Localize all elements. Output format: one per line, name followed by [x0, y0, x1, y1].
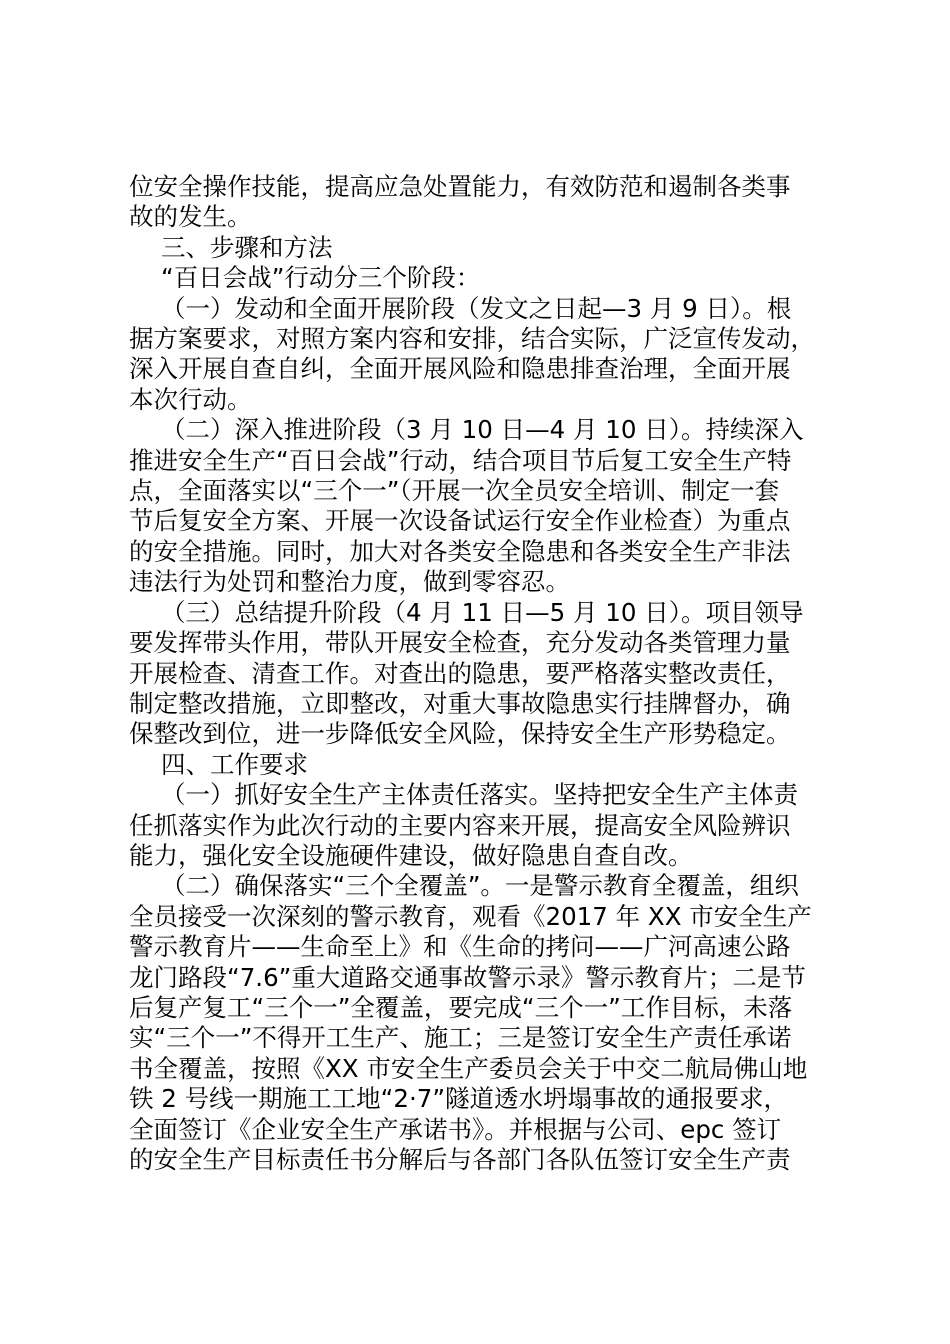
text-line: （一）发动和全面开展阶段（发文之日起—3 月 9 日）。根 [161, 293, 792, 323]
text-line: 的安全措施。同时，加大对各类安全隐患和各类安全生产非法 [129, 536, 791, 566]
text-line: 的安全生产目标责任书分解后与各部门各队伍签订安全生产责 [129, 1145, 791, 1174]
text-line: 三、步骤和方法 [161, 232, 333, 262]
paragraph-phase-two [129, 415, 829, 597]
paragraph-requirement-one [129, 780, 829, 871]
text-line: 后复产复工“三个一”全覆盖，要完成“三个一”工作目标，未落 [129, 992, 793, 1022]
text-line: 制定整改措施，立即整改，对重大事故隐患实行挂牌督办，确 [129, 688, 791, 718]
text-line: 龙门路段“7.6”重大道路交通事故警示录》警示教育片；二是节 [129, 962, 806, 992]
text-line: 全员接受一次深刻的警示教育，观看《2017 年 XX 市安全生产 [129, 901, 812, 931]
text-line: “百日会战”行动分三个阶段： [161, 263, 481, 293]
text-line: 书全覆盖，按照《XX 市安全生产委员会关于中交二航局佛山地 [129, 1053, 808, 1083]
text-line: 节后复安全方案、开展一次设备试运行安全作业检查）为重点 [129, 506, 791, 536]
text-line: 任抓落实作为此次行动的主要内容来开展，提高安全风险辨识 [129, 810, 791, 840]
text-line: 据方案要求，对照方案内容和安排，结合实际，广泛宣传发动， [129, 324, 815, 354]
paragraph-intro-continuation [129, 172, 829, 233]
text-line: 四、工作要求 [161, 749, 308, 779]
text-line: 开展检查、清查工作。对查出的隐患，要严格落实整改责任， [129, 658, 791, 688]
text-line: 位安全操作技能，提高应急处置能力，有效防范和遏制各类事 [129, 172, 791, 201]
text-line: 故的发生。 [129, 202, 252, 232]
paragraph-three-phases [129, 263, 829, 293]
paragraph-phase-three [129, 598, 829, 750]
text-line: 能力，强化安全设施硬件建设，做好隐患自查自改。 [129, 840, 693, 870]
text-line: 保整改到位，进一步降低安全风险，保持安全生产形势稳定。 [129, 719, 791, 749]
document-body [129, 172, 829, 1175]
text-line: 本次行动。 [129, 384, 252, 414]
text-line: 违法行为处罚和整治力度，做到零容忍。 [129, 567, 570, 597]
text-line: （三）总结提升阶段（4 月 11 日—5 月 10 日）。项目领导 [161, 597, 804, 627]
section-heading-requirements [129, 750, 829, 780]
section-heading-steps [129, 233, 829, 263]
paragraph-phase-one [129, 294, 829, 416]
text-line: 铁 2 号线一期施工工地“2·7”隧道透水坍塌事故的通报要求， [129, 1084, 789, 1114]
text-line: （二）确保落实“三个全覆盖”。一是警示教育全覆盖，组织 [161, 871, 799, 901]
text-line: （二）深入推进阶段（3 月 10 日—4 月 10 日）。持续深入 [161, 415, 804, 445]
text-line: （一）抓好安全生产主体责任落实。坚持把安全生产主体责 [161, 780, 798, 810]
text-line: 点，全面落实以“三个一”（开展一次全员安全培训、制定一套 [129, 476, 780, 506]
text-line: 实“三个一”不得开工生产、施工；三是签订安全生产责任承诺 [129, 1023, 792, 1053]
text-line: 要发挥带头作用，带队开展安全检查，充分发动各类管理力量 [129, 628, 791, 658]
text-line: 全面签订《企业安全生产承诺书》。并根据与公司、epc 签订 [129, 1114, 782, 1144]
text-line: 推进安全生产“百日会战”行动，结合项目节后复工安全生产特 [129, 445, 792, 475]
text-line: 警示教育片——生命至上》和《生命的拷问——广河高速公路 [129, 932, 791, 962]
text-line: 深入开展自查自纠，全面开展风险和隐患排查治理，全面开展 [129, 354, 791, 384]
paragraph-requirement-two [129, 871, 829, 1175]
